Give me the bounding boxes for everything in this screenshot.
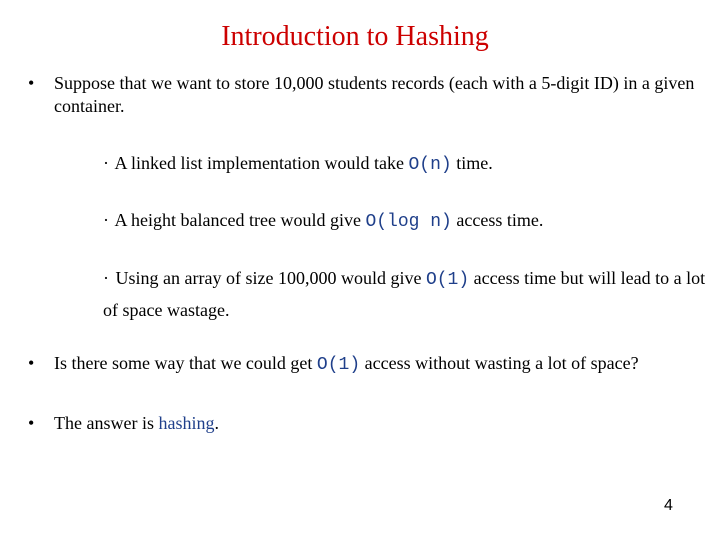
- sub-text: A height balanced tree would give: [114, 210, 366, 230]
- bullet-item-question: [28, 352, 708, 377]
- sub-text-end: access time but will lead to a lot of space wastage.: [103, 268, 706, 320]
- sub-marker: ·: [103, 153, 109, 173]
- bullet-text-end: access without wasting a lot of space?: [360, 353, 639, 373]
- bullet-text-start: Is there some way that we could get: [54, 353, 317, 373]
- sub-marker: ·: [103, 268, 109, 288]
- page-number: 4: [664, 497, 673, 514]
- complexity-code: O(n): [408, 155, 452, 175]
- bullet-text: [54, 352, 708, 377]
- bullet-text: Suppose that we want to store 10,000 students records (each with a 5-digit ID) in a given container.: [54, 73, 695, 116]
- bullet-marker: •: [28, 353, 35, 373]
- bullet-text: [54, 412, 708, 435]
- slide-title: Introduction to Hashing: [221, 21, 489, 52]
- sub-text-end: access time.: [451, 210, 544, 230]
- bullet-item-storage: [28, 72, 708, 118]
- sub-text: Using an array of size 100,000 would give: [115, 268, 426, 288]
- complexity-code: O(1): [316, 355, 361, 375]
- sub-item-balanced-tree: [103, 205, 710, 237]
- sub-marker: ·: [103, 210, 109, 230]
- complexity-code: O(1): [425, 270, 470, 290]
- sub-text: A linked list implementation would take: [114, 153, 409, 173]
- sub-item-linked-list: [103, 148, 710, 180]
- hashing-highlight: hashing: [158, 413, 215, 433]
- bullet-item-answer: [28, 412, 708, 435]
- bullet-marker: •: [28, 73, 35, 93]
- sub-text-end: time.: [451, 153, 493, 173]
- complexity-code: O(log n): [365, 212, 452, 232]
- bullet-text-end: .: [214, 413, 219, 433]
- sub-item-array: [103, 263, 710, 325]
- bullet-marker: •: [28, 413, 35, 433]
- bullet-text-start: The answer is: [54, 413, 159, 433]
